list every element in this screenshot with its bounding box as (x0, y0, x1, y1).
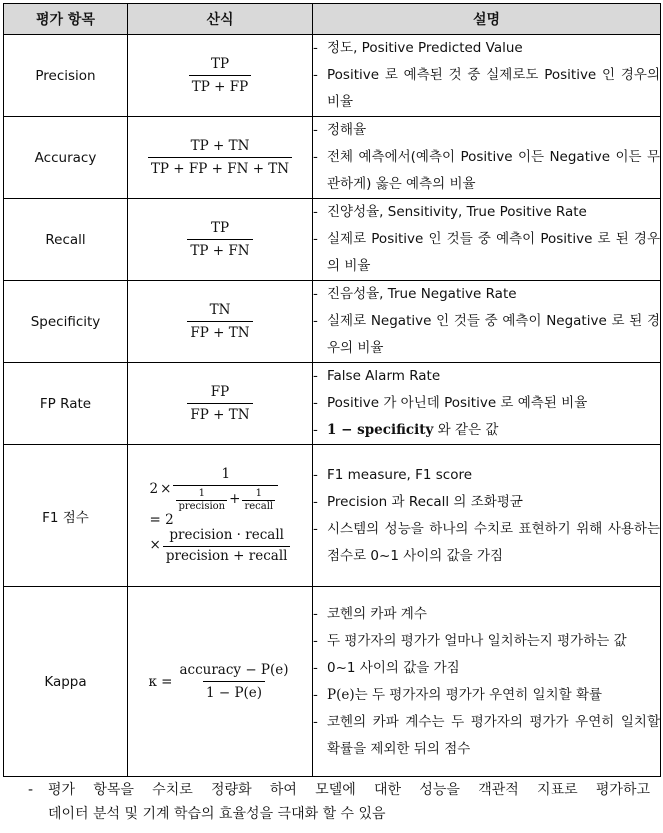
formula-specificity (128, 281, 313, 363)
denominator: recall (244, 500, 274, 512)
description-line: 시스템의 성능을 하나의 수치로 표현하기 위해 사용하는 점수로 0~1 사이의 값을 가짐 (327, 520, 660, 564)
numerator: 1 (221, 466, 231, 482)
description-line: 진양성율, Sensitivity, True Positive Rate (327, 204, 587, 220)
coefficient: 2 (149, 481, 159, 497)
fraction (187, 384, 252, 423)
description-kappa: - 코헨의 카파 계수 - 두 평가자의 평가가 얼마나 일치하는지 평가하는 값 - 0~1 사이의 값을 가짐 - P(e)는 두 평가자의 평가가 우연히 일치할 확률 - 코헨의 카파 계수는 두 평가자의 평가가 우연히 일치할 확률을 제외한 뒤의 점수 (313, 587, 661, 777)
description-line: False Alarm Rate (327, 368, 441, 384)
description-line: 전체 예측에서(예측이 Positive 이든 Negative 이든 무관하게) 옳은 예측의 비율 (327, 149, 660, 192)
formula-f1 (128, 445, 313, 587)
description-line: 두 평가자의 평가가 얼마나 일치하는지 평가하는 값 (327, 632, 627, 649)
footnote-line-2: 데이터 분석 및 기계 학습의 효율성을 극대화 할 수 있음 (48, 806, 386, 822)
denominator: TP + FP + FN + TN (148, 157, 292, 177)
times-sign: × (160, 481, 172, 497)
numerator: FP (210, 384, 230, 400)
description-line: 정해율 (327, 122, 367, 138)
description-line: Precision 과 Recall 의 조화평균 (327, 493, 523, 510)
numerator: accuracy − P(e) (179, 662, 289, 678)
metric-name: Precision (4, 35, 128, 117)
description-line: Positive 가 아닌데 Positive 로 예측된 비율 (327, 395, 588, 411)
description-recall: - 진양성율, Sensitivity, True Positive Rate - 실제로 Positive 인 것들 중 예측이 Positive 로 된 경우의 비율 (313, 199, 661, 281)
denominator: TP + FP (189, 75, 251, 95)
numerator: TP (210, 56, 230, 72)
description-f1: - F1 measure, F1 score - Precision 과 Recall 의 조화평균 - 시스템의 성능을 하나의 수치로 표현하기 위해 사용하는 점수로 0~1 사이의 값을 가짐 (313, 445, 661, 587)
description-precision: - 정도, Positive Predicted Value - Positive 로 예측된 것 중 실제로도 Positive 인 경우의 비율 (313, 35, 661, 117)
description-line: F1 measure, F1 score (327, 466, 473, 483)
header-metric: 평가 항목 (4, 4, 128, 35)
formula-fp-rate (128, 363, 313, 445)
numerator: 1 (198, 487, 205, 499)
description-line: Positive 로 예측된 것 중 실제로도 Positive 인 경우의 비율 (327, 67, 660, 110)
formula-accuracy (128, 117, 313, 199)
metric-name: Kappa (4, 587, 128, 777)
fraction (242, 489, 275, 512)
math-expression: P(e) (327, 686, 355, 703)
header-formula: 산식 (128, 4, 313, 35)
table-header-row (4, 4, 661, 35)
description-line: 실제로 Positive 인 것들 중 예측이 Positive 로 된 경우의 비율 (327, 231, 660, 274)
table-row-recall (4, 199, 661, 281)
table-row-fp-rate (4, 363, 661, 445)
table-row-precision (4, 35, 661, 117)
metric-name: Recall (4, 199, 128, 281)
fraction (148, 138, 292, 177)
table-row-accuracy (4, 117, 661, 199)
f1-formula (150, 468, 291, 563)
table-row-kappa (4, 587, 661, 777)
equals-two: = 2 (149, 511, 174, 528)
denominator: FP + TN (187, 403, 252, 423)
denominator: TP + FN (187, 239, 252, 259)
fraction (173, 468, 278, 512)
fraction (187, 302, 252, 341)
numerator: TN (209, 302, 231, 318)
numerator: TP + TN (190, 138, 250, 154)
table-row-specificity (4, 281, 661, 363)
fraction (176, 489, 227, 512)
description-line: 와 같은 값 (433, 422, 499, 438)
plus-sign: + (229, 491, 241, 508)
fraction (176, 662, 291, 701)
description-line: 정도, Positive Predicted Value (327, 40, 523, 56)
footnote-line-1: 평가 항목을 수치로 정량화 하여 모델에 대한 성능을 객관적 지표로 평가하고 (48, 782, 650, 798)
metrics-table (3, 3, 661, 777)
description-line: 코헨의 카파 계수는 두 평가자의 평가가 우연히 일치할 확률을 제외한 뒤의 점수 (327, 713, 660, 757)
times-sign: × (149, 537, 161, 554)
table-row-f1 (4, 445, 661, 587)
description-line: 실제로 Negative 인 것들 중 예측이 Negative 로 된 경우의 비율 (327, 313, 660, 356)
fraction (189, 56, 251, 95)
metric-name: FP Rate (4, 363, 128, 445)
math-expression: 1 − specificity (327, 422, 434, 438)
header-description: 설명 (313, 4, 661, 35)
numerator: 1 (255, 487, 262, 499)
denominator (173, 485, 278, 512)
numerator: precision · recall (169, 527, 284, 543)
description-fp-rate: - False Alarm Rate - Positive 가 아닌데 Positive 로 예측된 비율 - 1 − specificity 와 같은 값 (313, 363, 661, 445)
denominator: FP + TN (187, 321, 252, 341)
description-line: 진음성율, True Negative Rate (327, 286, 517, 302)
denominator: precision (178, 500, 226, 512)
denominator: precision + recall (163, 546, 291, 564)
fraction (187, 220, 252, 259)
metric-name: Specificity (4, 281, 128, 363)
metric-name: F1 점수 (4, 445, 128, 587)
description-specificity: - 진음성율, True Negative Rate - 실제로 Negative 인 것들 중 예측이 Negative 로 된 경우의 비율 (313, 281, 661, 363)
denominator: 1 − P(e) (203, 681, 265, 701)
footnote-dash: - (28, 782, 34, 798)
numerator: TP (210, 220, 230, 236)
metric-name: Accuracy (4, 117, 128, 199)
kappa-lhs: κ = (148, 673, 173, 690)
description-accuracy: - 정해율 - 전체 예측에서(예측이 Positive 이든 Negative 이든 무관하게) 옳은 예측의 비율 (313, 117, 661, 199)
formula-kappa (128, 587, 313, 777)
fraction (163, 529, 291, 563)
formula-precision (128, 35, 313, 117)
description-line: 는 두 평가자의 평가가 우연히 일치할 확률 (354, 686, 603, 703)
description-line: 코헨의 카파 계수 (327, 605, 427, 622)
footnote (28, 778, 650, 826)
formula-recall (128, 199, 313, 281)
description-line: 0~1 사이의 값을 가짐 (327, 659, 460, 676)
